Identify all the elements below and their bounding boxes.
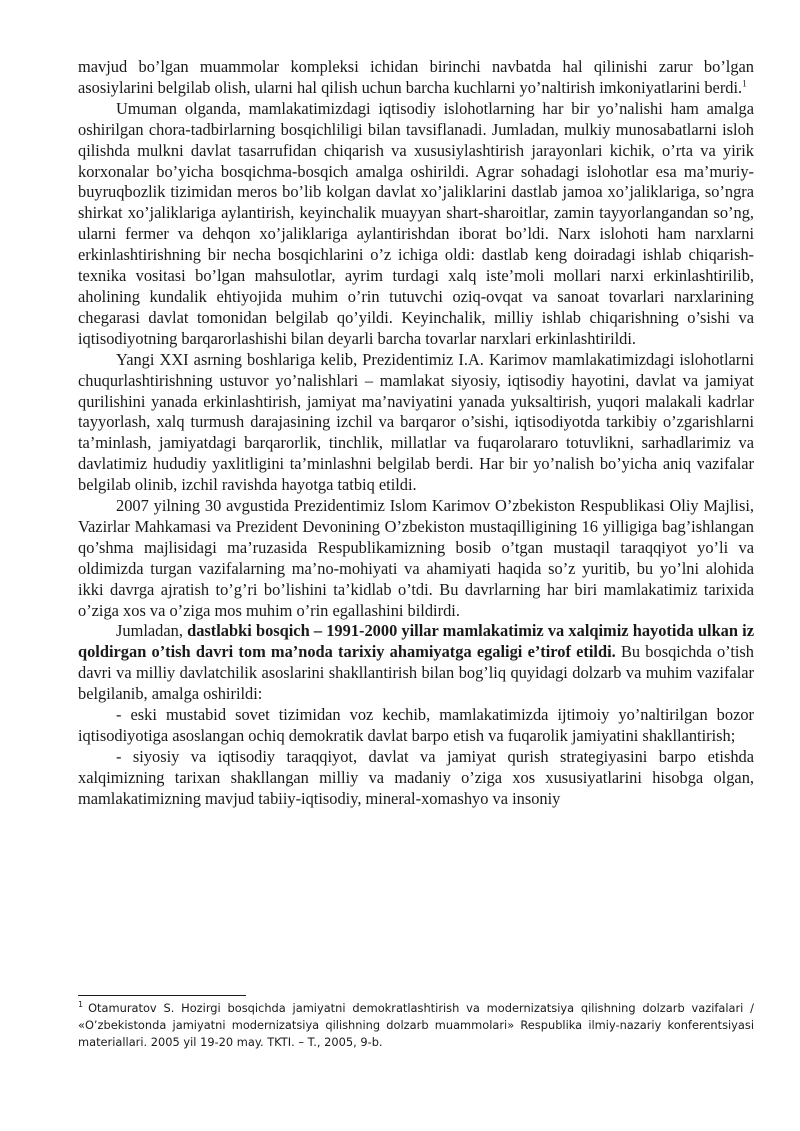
footnote	[78, 1000, 754, 1051]
paragraph: 2007 yilning 30 avgustida Prezidentimiz Islom Karimov O’zbekiston Respublikasi Oliy Majlisi, Vazirlar Mahkamasi va Prezident Devonining O’zbekiston mustaqilligining 16 yilligiga bag’ishlangan qo’shma majlisidagi ma’ruzasida Respublikamizning bosib o’tgan mustaqil taraqqiyot yo’li va oldimizda turgan vazifalarning ma’no-mohiyati va ahamiyati haqida so’z yuritib, bu yo’lni alohida ikki davrga ajratish to’g’ri bo’lishini ta’kidlab o’tdi. Bu davrlarning har biri mamlakatimiz tarixida o’ziga xos va o’ziga mos muhim o’rin egallashini bildirdi.	[78, 496, 754, 620]
list-item: - eski mustabid sovet tizimidan voz kechib, mamlakatimizda ijtimoiy yo’naltirilgan bozor iqtisodiyotiga asoslangan ochiq demokratik davlat barpo etish va fuqarolik jamiyatini shakllantirish;	[78, 705, 754, 745]
paragraph: Yangi XXI asrning boshlariga kelib, Prezidentimiz I.A. Karimov mamlakatimizdagi islohotlarni chuqurlashtirishning ustuvor yo’nalishlari – mamlakat siyosiy, iqtisodiy hayotini, davlat va jamiyat qurilishini yanada erkinlashtirish, jamiyat ma’naviyatini yanada yuksaltirish, yuqori malakali kadrlar tayyorlash, xalq turmush darajasining izchil va barqaror o’sishi, iqtisodiyotda tarkibiy o’zgarishlarni ta’minlash, jamiyatdagi barqarorlik, tinchlik, millatlar va fuqarolararo totuvlikni, sarhadlarimiz va davlatimiz hududiy yaxlitligini ta’minlashni belgilab berdi. Har bir yo’nalish bo’yicha aniq vazifalar belgilab olinib, izchil ravishda hayotga tatbiq etildi.	[78, 349, 754, 495]
paragraph-text: Jumladan,	[116, 621, 188, 641]
footnote-separator	[78, 995, 246, 996]
footnote-text: Otamuratov S. Hozirgi bosqichda jamiyatni demokratlashtirish va modernizatsiya qilishning dolzarb vazifalari / «O’zbekistonda jamiyatni modernizatsiya qilishning dolzarb muammolari» Respublika ilmiy-nazariy konferentsiyasi materiallari. 2005 yil 19-20 may. TKTI. – T., 2005, 9-b.	[78, 1001, 754, 1049]
list-item: - siyosiy va iqtisodiy taraqqiyot, davlat va jamiyat qurish strategiyasini barpo etishda xalqimizning tarixan shakllangan milliy va madaniy o’ziga xos xususiyatlarini hisobga olgan, mamlakatimizning mavjud tabiiy-iqtisodiy, mineral-xomashyo va insoniy	[78, 746, 754, 808]
paragraph	[78, 621, 754, 705]
footnote-reference[interactable]: 1	[742, 79, 747, 90]
document-body	[78, 57, 754, 810]
footnote-marker: 1	[78, 1000, 84, 1010]
paragraph-text: mavjud bo’lgan muammolar kompleksi ichidan birinchi navbatda hal qilinishi zarur bo’lgan asosiylarini belgilab olish, ularni hal qilish uchun barcha kuchlarni yo’naltirish imkoniyatlarini berdi.	[78, 57, 754, 97]
paragraph-text: Bu bosqichda o’tish davri va milliy davlatchilik asoslarini shakllantirish bilan bog’liq quyidagi dolzarb va muhim vazifalar belgilanib, amalga oshirildi:	[78, 642, 754, 704]
bold-emphasis: dastlabki bosqich – 1991-2000 yillar mamlakatimiz va xalqimiz hayotida ulkan iz qoldirgan o’tish davri tom ma’noda tarixiy ahamiyatga egaligi e’tirof etildi.	[78, 621, 754, 662]
paragraph	[78, 57, 754, 99]
paragraph: Umuman olganda, mamlakatimizdagi iqtisodiy islohotlarning har bir yo’nalishi ham amalga oshirilgan chora-tadbirlarning bosqichliligi bilan tavsiflanadi. Jumladan, mulkiy munosabatlarni isloh qilishda mulkni davlat tasarrufidan chiqarish va xususiylashtirish jarayonlari kichik, o’rta va yirik korxonalar bo’yicha bosqichma-bosqich amalga oshirildi. Agrar sohadagi islohotlar esa ma’muriy-buyruqbozlik tizimidan meros bo’lib kolgan davlat xo’jaliklarini dastlab jamoa xo’jaliklariga, so’ngra shirkat xo’jaliklariga aylantirish, keyinchalik muayyan shart-sharoitlar, zamin tayyorlangandan so’ng, ularni fermer va dehqon xo’jaliklariga aylantirishdan iborat bo’ldi. Narx islohoti ham narxlarni erkinlashtirishning bir necha bosqichlarini o’z ichiga oldi: dastlab keng doiradagi ishlab chiqarish-texnika vositasi bo’lgan mahsulotlar, ayrim turdagi xalq iste’moli mollari narxi erkinlashtirilib, aholining kundalik ehtiyojida muhim o’rin tutuvchi oziq-ovqat va sanoat tovarlari narxlarining chegarasi davlat tomonidan belgilab qo’yildi. Keyinchalik, milliy ishlab chiqarishning o’sishi va iqtisodiyotning barqarorlashishi bilan deyarli barcha tovarlar narxlari erkinlashtirildi.	[78, 98, 754, 348]
